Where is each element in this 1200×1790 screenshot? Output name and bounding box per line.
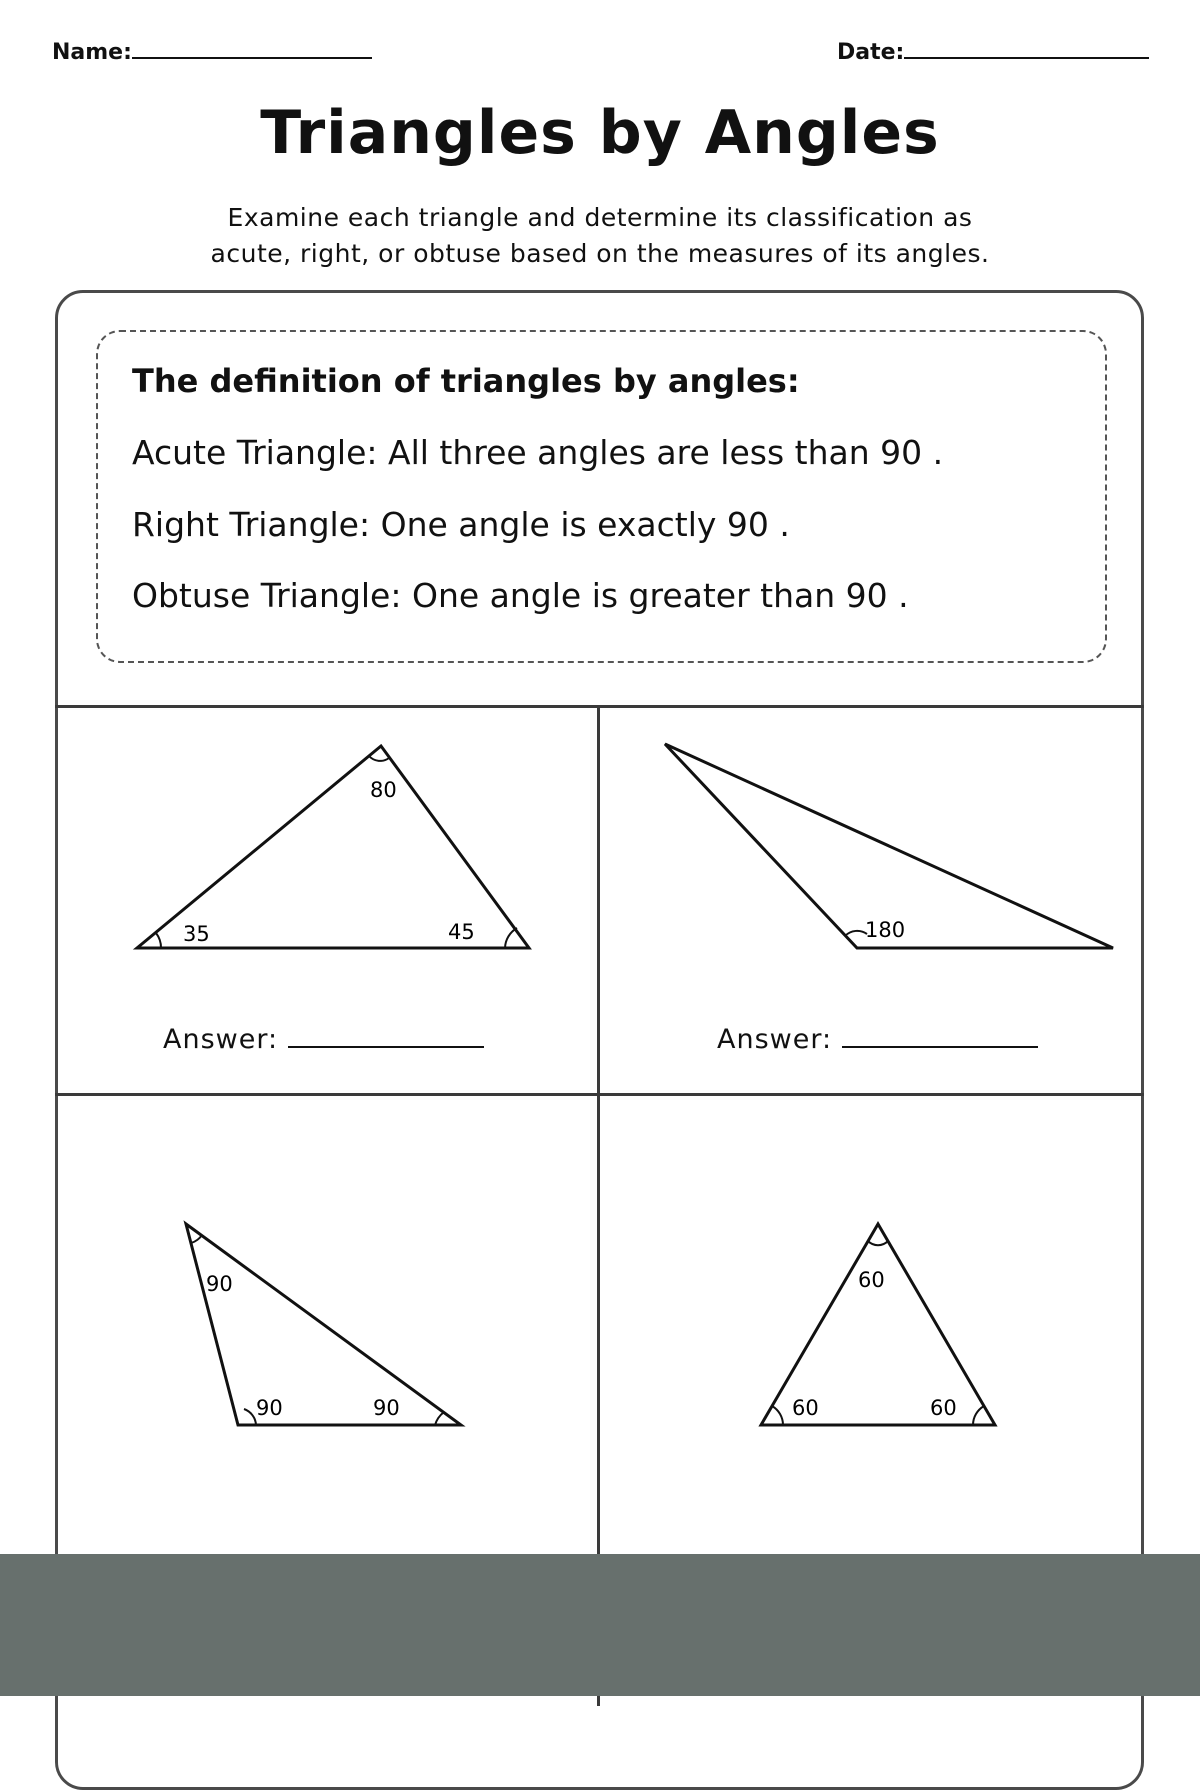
triangle-4-angle-arc-right [973,1406,984,1425]
triangle-3-angle-label-right: 90 [373,1396,400,1420]
date-field[interactable] [837,40,1149,65]
page-title: Triangles by Angles [260,98,940,168]
triangle-3-angle-arc-right [435,1412,444,1425]
triangle-1-shape [137,746,529,948]
triangle-4-angle-label-left: 60 [792,1396,819,1420]
name-field[interactable] [52,40,372,65]
triangle-4-shape [761,1224,995,1425]
triangle-4-angle-arc-top [868,1241,888,1245]
triangle-2-angle-arc [845,931,867,936]
answer-2[interactable] [717,1024,1038,1055]
triangle-4-angle-label-right: 60 [930,1396,957,1420]
triangle-3-angle-label-top: 90 [206,1272,233,1296]
instructions-line-1: Examine each triangle and determine its classification as [227,203,973,232]
triangle-4-angle-arc-left [772,1406,783,1425]
triangle-3-angle-arc-left [244,1409,256,1425]
name-blank-line[interactable] [132,57,372,59]
answer-1[interactable] [163,1024,484,1055]
triangle-3-angle-label-left: 90 [256,1396,283,1420]
triangle-2-angle-label: 180 [865,918,906,942]
definition-obtuse: Obtuse Triangle: One angle is greater than 90 . [132,576,909,615]
instructions [0,200,1200,272]
answer-1-label: Answer: [163,1024,279,1055]
triangle-1-angle-label-top: 80 [370,778,397,802]
triangle-3-shape [186,1224,461,1425]
triangle-1-angle-arc-b [369,756,389,761]
definition-heading: The definition of triangles by angles: [132,362,800,400]
triangle-4-angle-label-top: 60 [858,1268,885,1292]
triangle-3 [58,1096,598,1554]
footer-band [0,1554,1200,1696]
triangle-3-angle-arc-top [191,1235,202,1243]
instructions-line-2: acute, right, or obtuse based on the measures of its angles. [210,239,990,268]
triangle-4 [600,1096,1144,1554]
triangle-1-angle-label-left: 35 [183,922,210,946]
definition-right: Right Triangle: One angle is exactly 90 . [132,505,790,544]
name-label: Name: [52,40,132,65]
date-blank-line[interactable] [904,57,1149,59]
date-label: Date: [837,40,905,65]
triangle-1-angle-label-right: 45 [448,920,475,944]
answer-2-blank[interactable] [842,1046,1038,1048]
answer-1-blank[interactable] [288,1046,484,1048]
triangle-1-angle-arc-a [156,933,161,948]
answer-2-label: Answer: [717,1024,833,1055]
definition-acute: Acute Triangle: All three angles are less than 90 . [132,433,944,472]
